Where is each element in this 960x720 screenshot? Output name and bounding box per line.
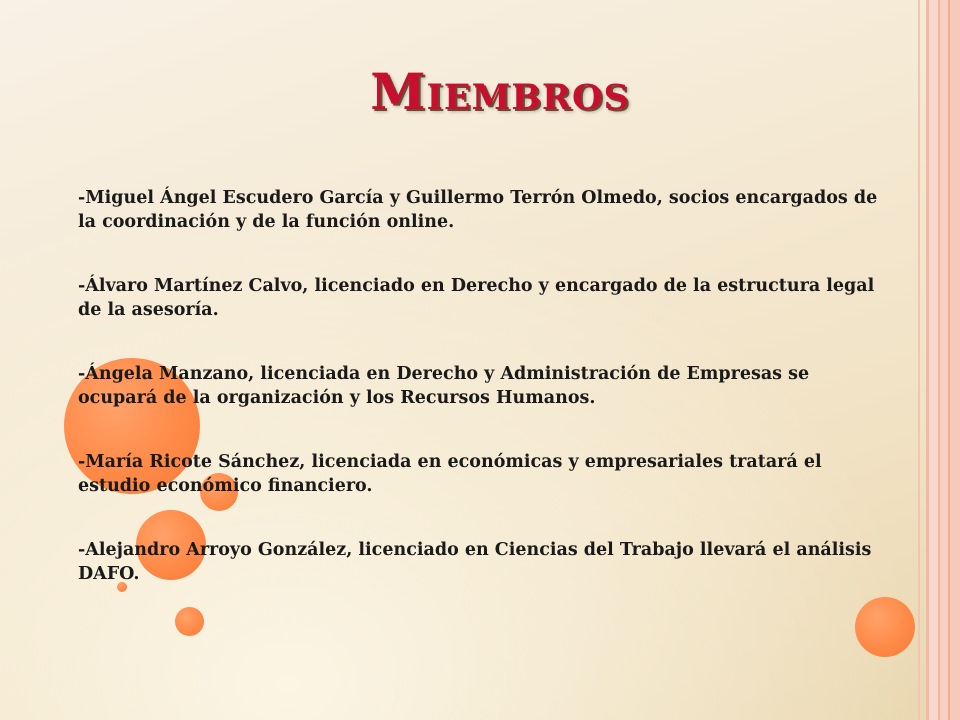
member-item: -Ángela Manzano, licenciada en Derecho y Administración de Empresas se ocupará de la organización y los Recursos Humanos.	[78, 364, 810, 408]
member-item: -Miguel Ángel Escudero García y Guillermo Terrón Olmedo, socios encargados de la coordinación y de la función online.	[78, 188, 878, 232]
member-item: -Álvaro Martínez Calvo, licenciado en Derecho y encargado de la estructura legal de la asesoría.	[78, 276, 875, 320]
member-item: -María Ricote Sánchez, licenciada en económicas y empresariales tratará el estudio económico financiero.	[78, 452, 822, 496]
member-item: -Alejandro Arroyo González, licenciado en Ciencias del Trabajo llevará el análisis DAFO.	[78, 540, 872, 584]
slide-title: Miembros	[370, 61, 630, 121]
members-list	[78, 186, 878, 626]
